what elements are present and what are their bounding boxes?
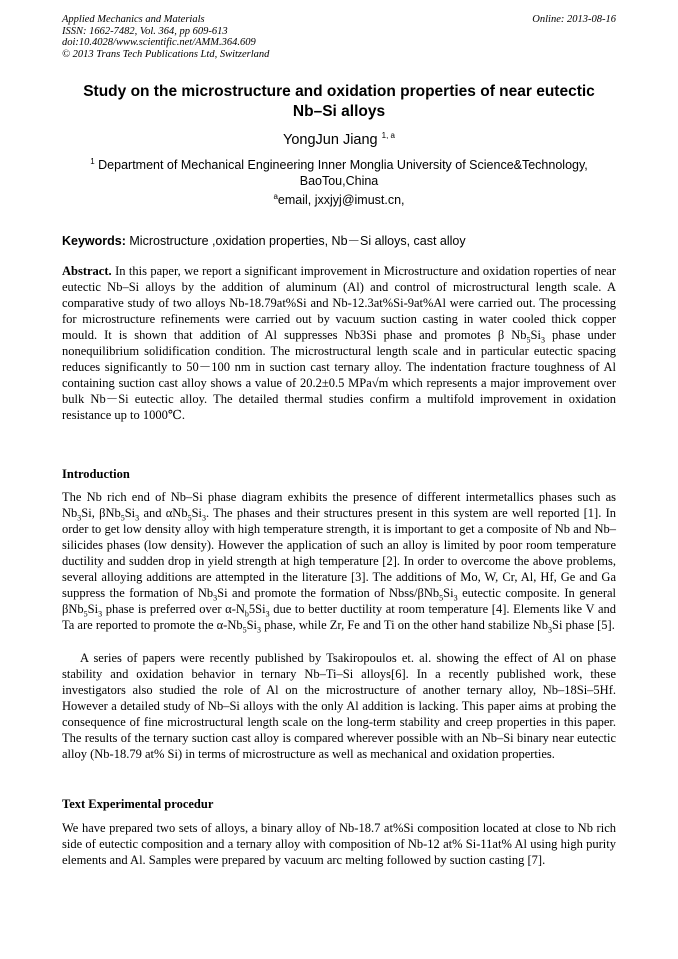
abstract: Abstract. In this paper, we report a significant improvement in Microstructure and oxidation roperties of near eutectic Nb–Si alloys by the addition of aluminum (Al) and control of microstructural length scale. A comparative study of two alloys Nb-18.79at%Si and Nb-12.3at%Si-9at%Al were carried out. The processing for microstructure refinements were carried out by vacuum suction casting in water cooled thick copper mould. It is shown that addition of Al suppresses Nb3Si phase and promotes β $Nb_5Si_3$ phase under nonequilibrium solidification condition. The microstructural length scale and in particular eutectic spacing reduces significantly to 50－100 nm in suction cast ternary alloy. The indentation fracture toughness of Al containing suction cast alloy shows a value of 20.2±0.5 MPa√m which represents a major improvement over bulk Nb－Si eutectic alloy. The detailed thermal studies confirm a multifold improvement in oxidation resistance up to 1000℃. xyxy=(62,264,616,422)
email-superscript: a xyxy=(273,191,278,201)
title-line-2: Nb–Si alloys xyxy=(292,103,386,120)
doi: doi:10.4028/www.scientific.net/AMM.364.609 xyxy=(62,37,256,48)
affiliation-superscript: 1 xyxy=(90,156,95,166)
author-superscript: 1, a xyxy=(381,131,395,141)
author-name: YongJun Jiang xyxy=(283,132,378,148)
keywords xyxy=(62,231,466,249)
online-date: Online: 2013-08-16 xyxy=(532,14,616,25)
copyright: © 2013 Trans Tech Publications Ltd, Switzerland xyxy=(62,48,270,60)
experimental-paragraph-1: We have prepared two sets of alloys, a binary alloy of Nb-18.7 at%Si composition located at close to Nb rich side of eutectic composition and a ternary alloy with composition of Nb-12 at% Si-11at% Al using high purity elements and Al. Samples were prepared by vacuum arc melting followed by suction casting [7]. xyxy=(62,821,616,867)
journal-metadata xyxy=(62,14,269,60)
title-line-1: Study on the microstructure and oxidation properties of near eutectic xyxy=(83,83,595,100)
email-text: email, jxxjyj@imust.cn, xyxy=(277,193,405,207)
paper-title xyxy=(62,82,616,122)
keywords-text: Microstructure ,oxidation properties, Nb－Si alloys, cast alloy xyxy=(129,234,466,248)
abstract-label: Abstract. xyxy=(62,264,112,278)
introduction-paragraph-2: A series of papers were recently published by Tsakiropoulos et. al. showing the effect of Al on phase stability and oxidation behavior in ternary Nb–Ti–Si alloys[6]. In a recently published work, these investigators also studied the role of Al on the microstructure of another ternary alloy, Nb–18Si–5Hf. However a detailed study of Nb–Si alloys with the only Al addition is lacking. This paper aims at probing the consequence of fine microstructural length scale on the long-term stability and creep properties in this paper. The results of the ternary suction cast alloy is compared wherever possible with an Nb–Si binary near eutectic alloy (Nb-18.79 at% Si) in terms of microstructure as well as mechanical and oxidation properties. xyxy=(62,651,616,761)
affiliation-line-2: BaoTou,China xyxy=(299,174,379,188)
email xyxy=(62,193,616,207)
keywords-label: Keywords: xyxy=(62,234,126,248)
journal-name: Applied Mechanics and Materials xyxy=(62,14,205,25)
issn: ISSN: 1662-7482, Vol. 364, pp 609-613 xyxy=(62,25,228,37)
affiliation-line-1: Department of Mechanical Engineering Inner Monglia University of Science&Technology, xyxy=(98,158,588,172)
introduction-paragraph-1: The Nb rich end of Nb–Si phase diagram exhibits the presence of different intermetallics phases such as $Nb_3Si$, $\beta Nb_5Si_3$ and $\alpha Nb_5Si_3$. The phases and their structures present in this system are well reported [1]. In order to get low density alloy with high temperature strength, it is important to get a composite of Nb and Nb–silicides phases (low density). However the application of such an alloy is limited by poor room temperature ductility and sudden drop in yield strength at high temperature [2]. In order to overcome the above problems, several alloying additions are attempted in the literature [3]. The additions of Mo, W, Cr, Al, Hf, Ge and Ga suppress the formation of $Nb_3Si$ and promote the formation of Nbss/$\beta Nb_5Si_3$ eutectic composite. In general $\beta Nb_5Si_3$ phase is preferred over $\alpha-N_b5Si_3$ due to better ductility at room temperature [4]. Elements like V and Ta are reported to promote the $\alpha-Nb_5Si_3$ phase, while Zr, Fe and Ti on the other hand stabilize $Nb_3Si$ phase [5]. xyxy=(62,490,617,635)
introduction-heading: Introduction xyxy=(62,467,130,481)
experimental-heading: Text Experimental procedur xyxy=(62,797,214,811)
affiliation xyxy=(62,157,616,189)
author xyxy=(62,132,616,148)
